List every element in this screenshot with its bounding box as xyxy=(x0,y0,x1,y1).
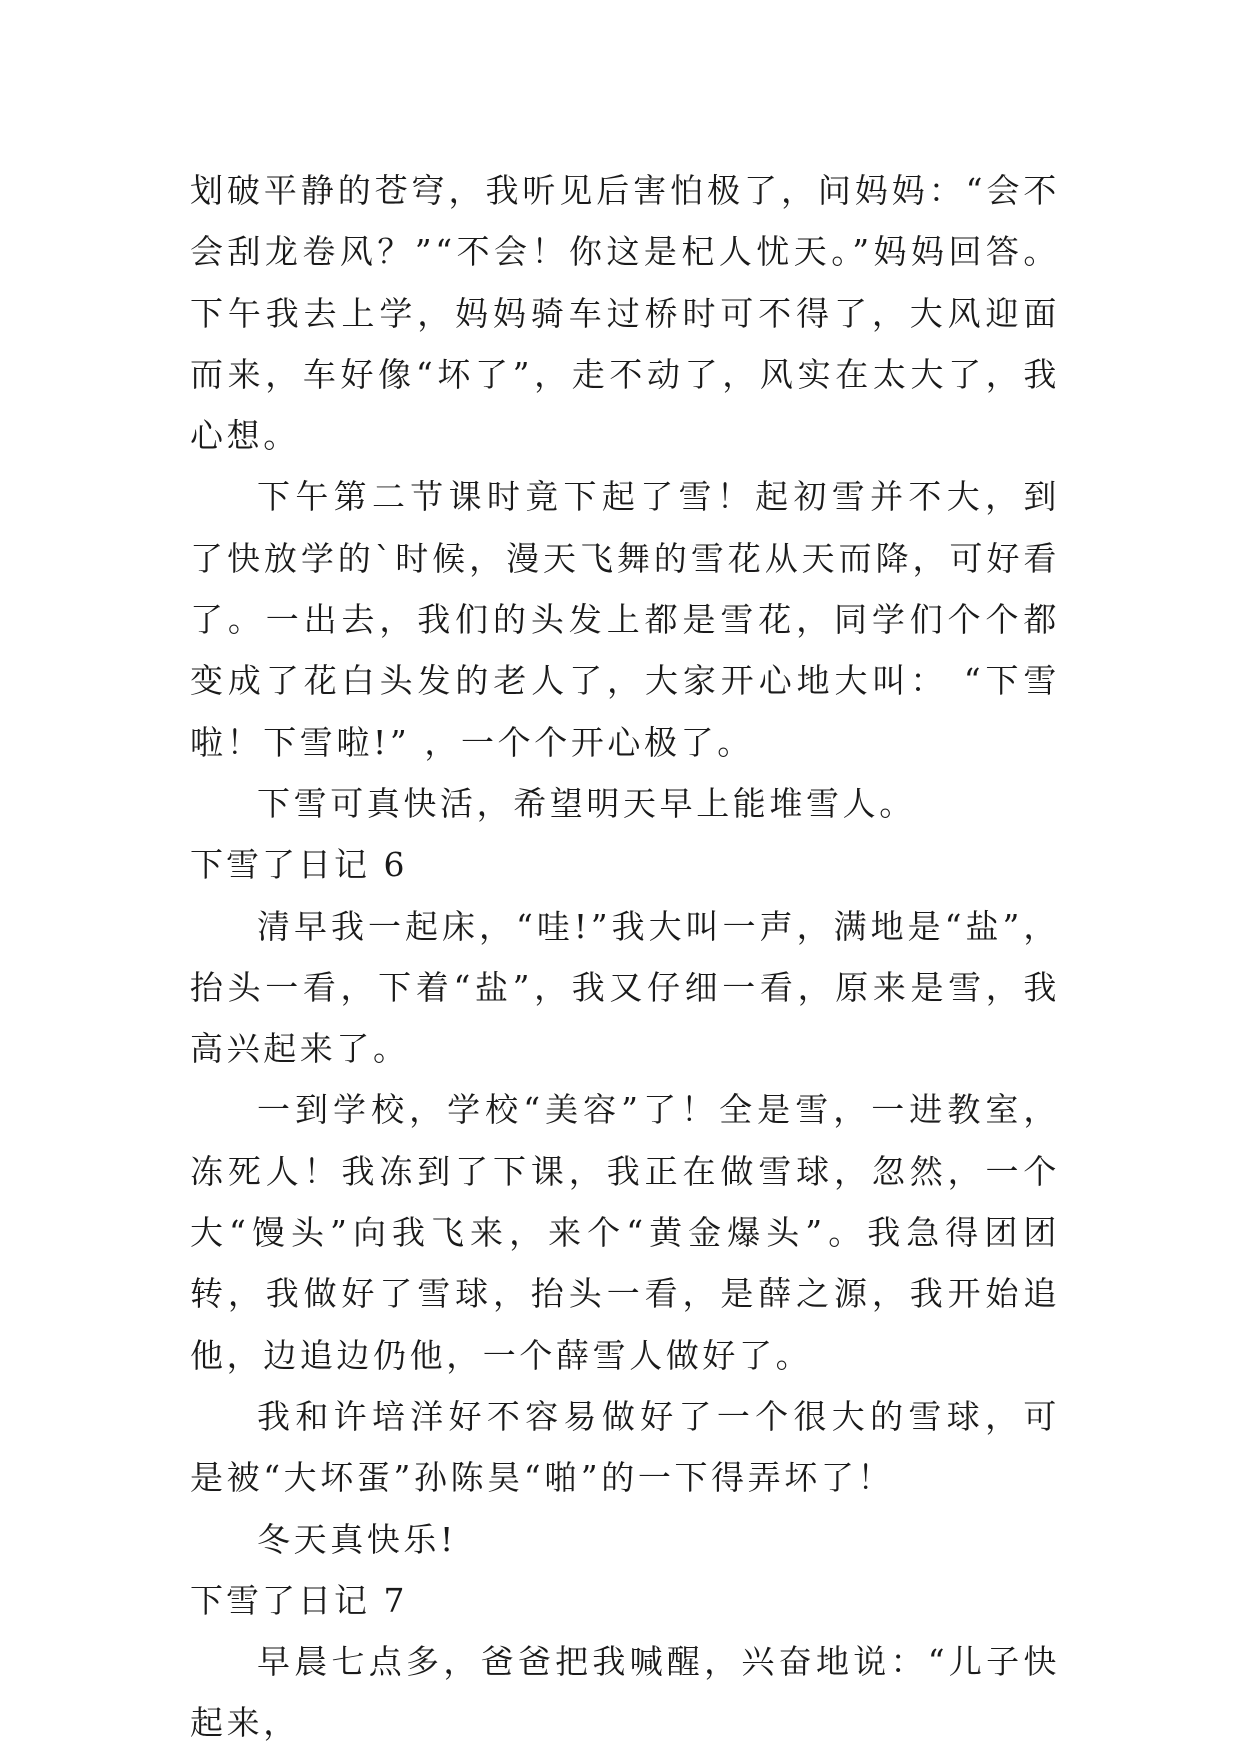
paragraph-big-snowball: 我和许培洋好不容易做好了一个很大的雪球，可是被“大坏蛋”孙陈昊“啪”的一下得弄坏了！ xyxy=(190,1396,1060,1498)
paragraph-snowfall-at-school: 下午第二节课时竟下起了雪！起初雪并不大，到了快放学的`时候，漫天飞舞的雪花从天而降，可好看了。一出去，我们的头发上都是雪花，同学们个个都变成了花白头发的老人了，大家开心地大叫： “下雪啦！下雪啦!” ，一个个开心极了。 xyxy=(190,477,1060,762)
paragraph-winter-happy: 冬天真快乐! xyxy=(257,1519,457,1559)
paragraph-dad-wakes-me: 早晨七点多，爸爸把我喊醒，兴奋地说：“儿子快起来， xyxy=(190,1642,1060,1743)
diary-heading-6: 下雪了日记 6 xyxy=(190,845,408,885)
paragraph-storm: 划破平静的苍穹，我听见后害怕极了，问妈妈：“会不会刮龙卷风？”“不会！你这是杞人忧天。”妈妈回答。下午我去上学，妈妈骑车过桥时可不得了，大风迎面而来，车好像“坏了”，走不动了，风实在太大了，我心想。 xyxy=(190,171,1060,456)
paragraph-snowman-hope: 下雪可真快活，希望明天早上能堆雪人。 xyxy=(257,783,916,823)
paragraph-snowball-fight: 一到学校，学校“美容”了！全是雪，一进教室，冻死人！我冻到了下课，我正在做雪球，忽然，一个大“馒头”向我飞来，来个“黄金爆头”。我急得团团转，我做好了雪球，抬头一看，是薛之源，我开始追他，边追边仍他，一个薛雪人做好了。 xyxy=(190,1090,1060,1375)
diary-heading-7: 下雪了日记 7 xyxy=(190,1580,408,1620)
paragraph-morning-salt: 清早我一起床，“哇!”我大叫一声，满地是“盐”，抬头一看，下着“盐”，我又仔细一看，原来是雪，我高兴起来了。 xyxy=(190,906,1060,1069)
document-page xyxy=(190,160,1060,1754)
